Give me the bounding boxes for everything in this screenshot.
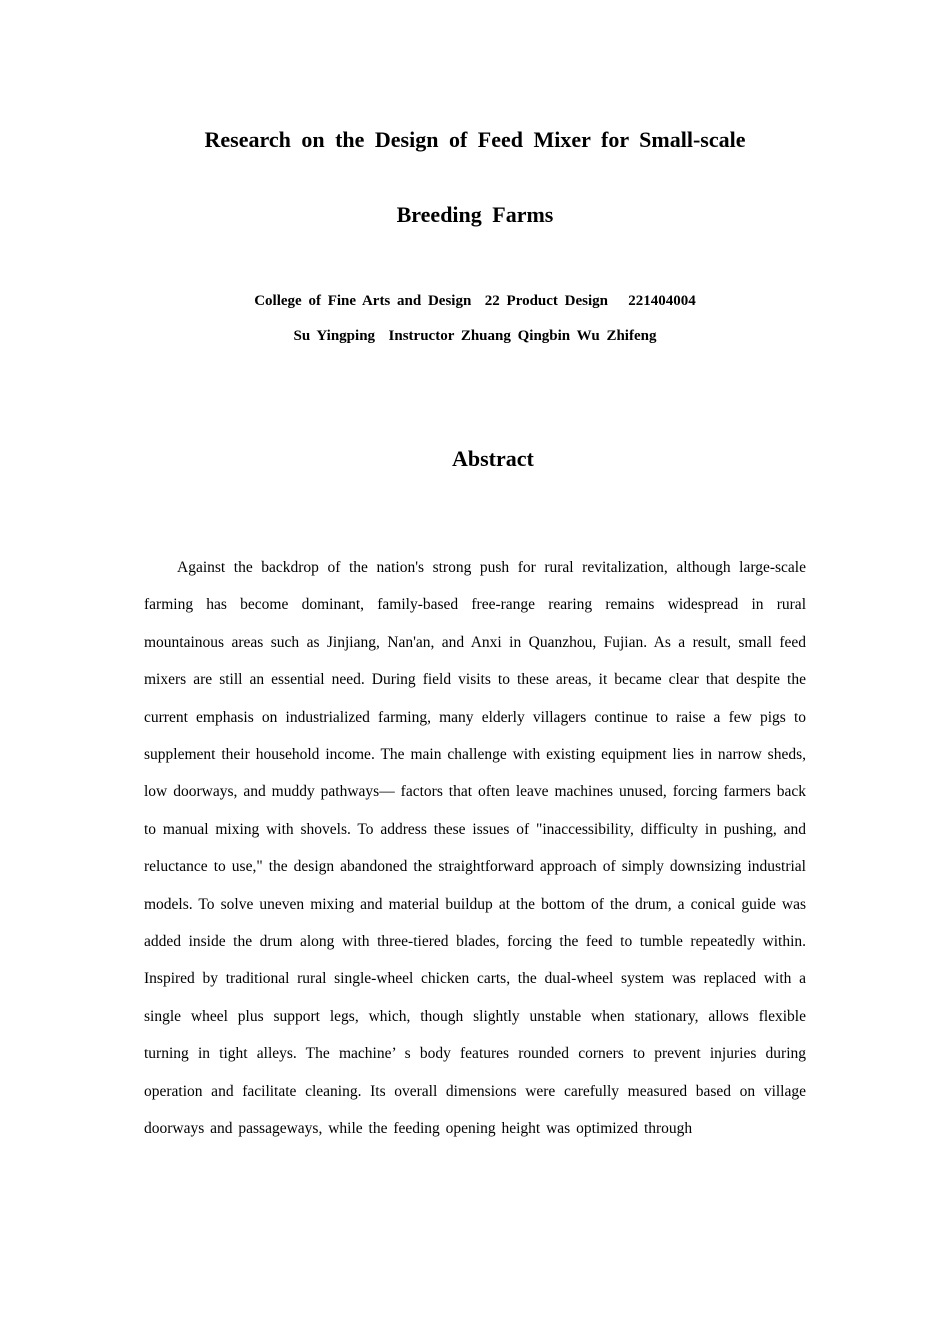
author-affiliation-line: College of Fine Arts and Design 22 Product Design 221404004	[254, 293, 696, 309]
paper-title-line-1: Research on the Design of Feed Mixer for Small-scale	[204, 127, 746, 152]
paper-title-line-2: Breeding Farms	[396, 202, 554, 227]
abstract-body: Against the backdrop of the nation's strong push for rural revitalization, although large-scale farming has become dominant, family-based free-range rearing remains widespread in rural mountainous areas such as Jinjiang, Nan'an, and Anxi in Quanzhou, Fujian. As a result, small feed mixers are still an essential need. During field visits to these areas, it became clear that despite the current emphasis on industrialized farming, many elderly villagers continue to raise a few pigs to supplement their household income. The main challenge with existing equipment lies in narrow sheds, low doorways, and muddy pathways— factors that often leave machines unused, forcing farmers back to manual mixing with shovels. To address these issues of "inaccessibility, difficulty in pushing, and reluctance to use," the design abandoned the straightforward approach of simply downsizing industrial models. To solve uneven mixing and material buildup at the bottom of the drum, a conical guide was added inside the drum along with three-tiered blades, forcing the feed to tumble repeatedly within. Inspired by traditional rural single-wheel chicken carts, the dual-wheel system was replaced with a single wheel plus support legs, which, though slightly unstable when stationary, allows flexible turning in tight alleys. The machine’ s body features rounded corners to prevent injuries during operation and facilitate cleaning. Its overall dimensions were carefully measured based on village doorways and passageways, while the feeding opening height was optimized through	[144, 559, 806, 1138]
author-instructor-line: Su Yingping Instructor Zhuang Qingbin Wu Zhifeng	[293, 328, 657, 344]
abstract-heading: Abstract	[452, 446, 534, 471]
